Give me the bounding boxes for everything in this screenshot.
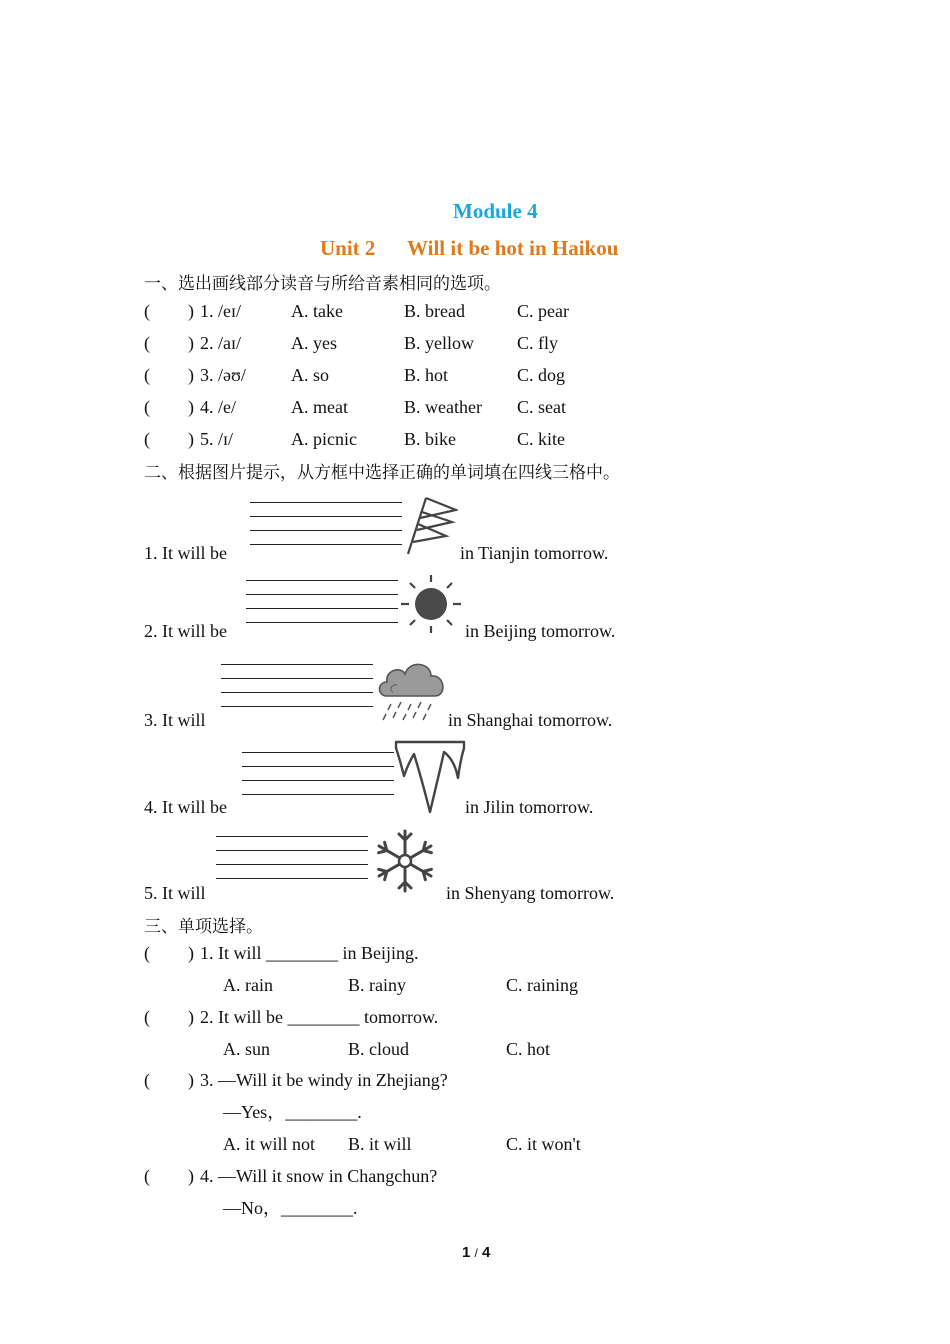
item-number: 3. /əʊ/	[200, 365, 246, 385]
answer-paren-open: (	[144, 943, 150, 963]
sentence-prefix: 2. It will be	[144, 621, 227, 641]
option-c: C. hot	[506, 1039, 551, 1059]
sentence-suffix: in Shanghai tomorrow.	[448, 710, 613, 730]
module-title: Module 4	[453, 199, 538, 223]
answer-paren-open: (	[144, 429, 150, 449]
unit-title: Will it be hot in Haikou	[407, 236, 619, 260]
sentence-suffix: in Beijing tomorrow.	[465, 621, 616, 641]
option-c: C. fly	[517, 333, 559, 353]
option-a: A. sun	[223, 1039, 271, 1059]
question-text: 1. It will ________ in Beijing.	[200, 943, 419, 963]
answer-paren-close: )	[188, 1007, 194, 1027]
four-line-writing-grid[interactable]	[246, 580, 398, 636]
option-a: A. take	[291, 301, 343, 321]
option-b: B. yellow	[404, 333, 474, 353]
answer-paren-close: )	[188, 365, 194, 385]
page-separator: /	[474, 1246, 478, 1260]
option-b: B. bread	[404, 301, 465, 321]
question-text: 2. It will be ________ tomorrow.	[200, 1007, 439, 1027]
option-c: C. kite	[517, 429, 565, 449]
answer-paren-close: )	[188, 397, 194, 417]
option-b: B. rainy	[348, 975, 406, 995]
option-a: A. so	[291, 365, 330, 385]
answer-paren-close: )	[188, 943, 194, 963]
sentence-suffix: in Jilin tomorrow.	[465, 797, 594, 817]
windy-icon	[404, 496, 458, 556]
section3-title: 三、单项选择。	[144, 917, 263, 937]
option-c: C. seat	[517, 397, 566, 417]
option-a: A. it will not	[223, 1134, 316, 1154]
item-number: 2. /aɪ/	[200, 333, 241, 353]
icicle-icon	[394, 740, 466, 814]
answer-paren-open: (	[144, 1070, 150, 1090]
answer-paren-open: (	[144, 1007, 150, 1027]
answer-paren-open: (	[144, 333, 150, 353]
option-b: B. weather	[404, 397, 482, 417]
answer-text: —Yes，________.	[223, 1102, 362, 1122]
sentence-prefix: 4. It will be	[144, 797, 227, 817]
item-number: 4. /e/	[200, 397, 236, 417]
answer-paren-close: )	[188, 1070, 194, 1090]
current-page: 1	[462, 1244, 471, 1261]
answer-paren-open: (	[144, 365, 150, 385]
sunny-icon	[399, 573, 463, 635]
option-c: C. it won't	[506, 1134, 581, 1154]
four-line-writing-grid[interactable]	[216, 836, 368, 892]
four-line-writing-grid[interactable]	[242, 752, 394, 808]
total-pages: 4	[482, 1244, 491, 1261]
option-a: A. rain	[223, 975, 273, 995]
option-b: B. cloud	[348, 1039, 409, 1059]
answer-paren-open: (	[144, 1166, 150, 1186]
option-c: C. dog	[517, 365, 566, 385]
section2-title: 二、根据图片提示，从方框中选择正确的单词填在四线三格中。	[144, 463, 620, 483]
option-a: A. picnic	[291, 429, 357, 449]
sentence-prefix: 5. It will	[144, 883, 206, 903]
option-c: C. pear	[517, 301, 569, 321]
rain-cloud-icon	[375, 654, 449, 722]
question-text: 3. —Will it be windy in Zhejiang?	[200, 1070, 448, 1090]
unit-label: Unit 2	[320, 236, 376, 260]
sentence-suffix: in Tianjin tomorrow.	[460, 543, 609, 563]
option-b: B. bike	[404, 429, 456, 449]
four-line-writing-grid[interactable]	[250, 502, 402, 558]
question-text: 4. —Will it snow in Changchun?	[200, 1166, 438, 1186]
answer-paren-close: )	[188, 333, 194, 353]
item-number: 5. /ɪ/	[200, 429, 234, 449]
sentence-suffix: in Shenyang tomorrow.	[446, 883, 615, 903]
answer-paren-close: )	[188, 1166, 194, 1186]
answer-paren-open: (	[144, 397, 150, 417]
answer-paren-close: )	[188, 429, 194, 449]
answer-text: —No，________.	[223, 1198, 358, 1218]
option-a: A. yes	[291, 333, 337, 353]
answer-paren-open: (	[144, 301, 150, 321]
section1-title: 一、选出画线部分读音与所给音素相同的选项。	[144, 274, 501, 294]
snowflake-icon	[370, 826, 440, 896]
answer-paren-close: )	[188, 301, 194, 321]
page-number	[462, 1244, 490, 1261]
item-number: 1. /eɪ/	[200, 301, 241, 321]
option-c: C. raining	[506, 975, 578, 995]
sentence-prefix: 3. It will	[144, 710, 206, 730]
option-b: B. it will	[348, 1134, 412, 1154]
option-a: A. meat	[291, 397, 348, 417]
sentence-prefix: 1. It will be	[144, 543, 227, 563]
four-line-writing-grid[interactable]	[221, 664, 373, 720]
option-b: B. hot	[404, 365, 449, 385]
